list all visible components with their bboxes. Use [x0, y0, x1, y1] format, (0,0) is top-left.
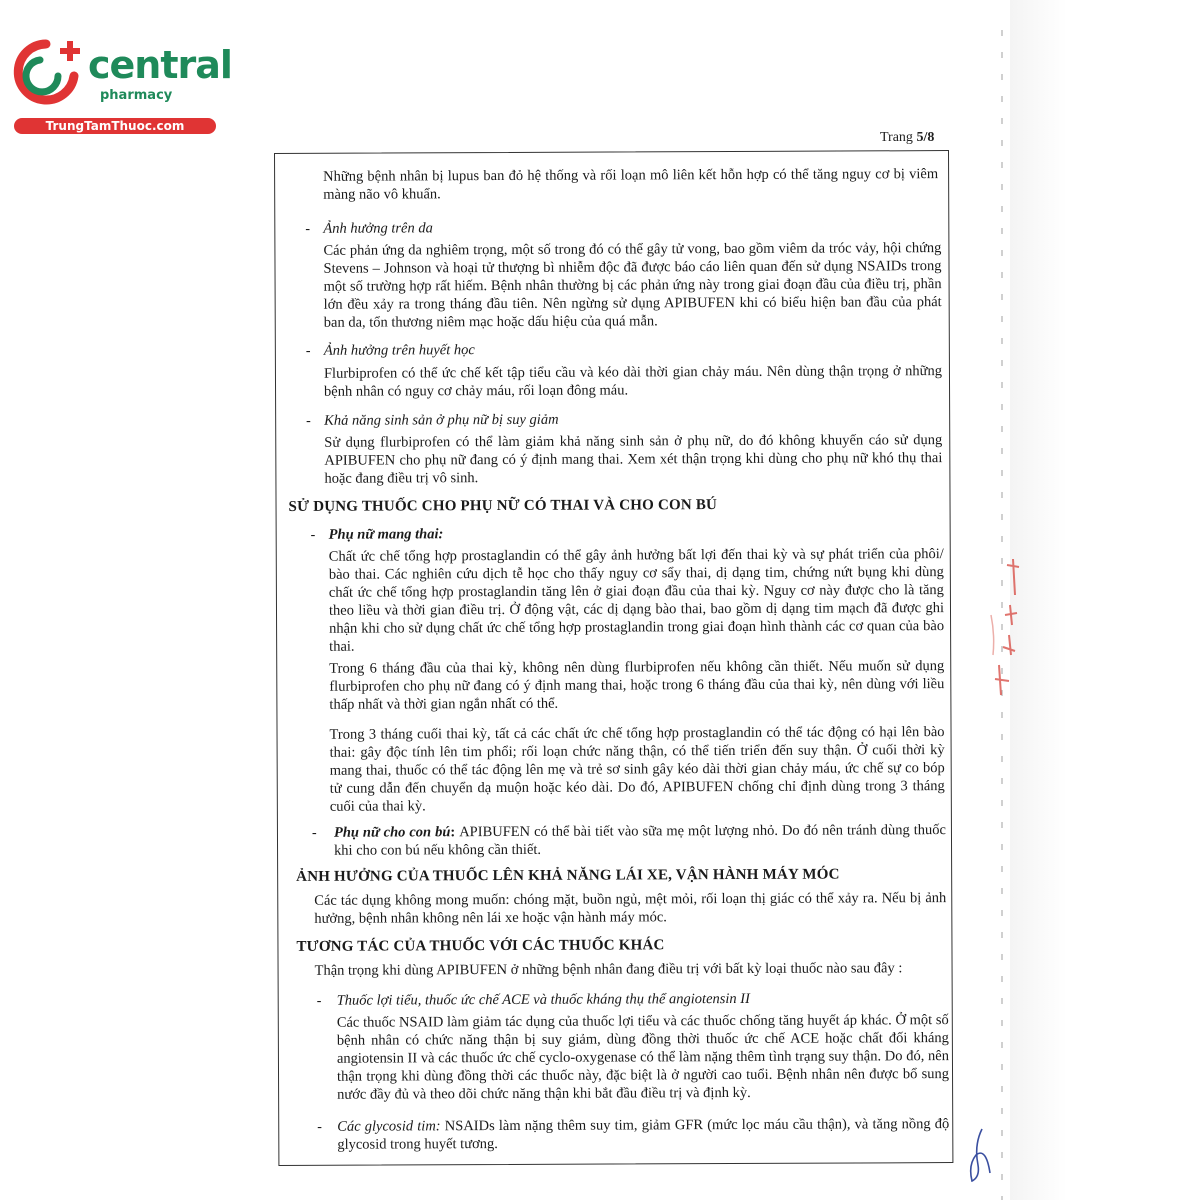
paragraph-fertility: Sử dụng flurbiprofen có thể làm giảm khả năng sinh sản ở phụ nữ, do đó không khuyến cáo sử dụng APIBUFEN cho phụ nữ đang có ý định mang thai. Xem xét thận trọng khi dùng cho phụ nữ khó thụ thai hoặc đang điều trị vô sinh.	[324, 432, 943, 487]
bullet-dash: -	[310, 527, 316, 543]
breastfeeding-text: APIBUFEN có thể bài tiết vào sữa mẹ một lượng nhỏ. Do đó nên tránh dùng thuốc khi cho con bú nếu không cần thiết.	[334, 822, 946, 859]
subheading-pregnant: Phụ nữ mang thai:	[328, 526, 444, 543]
paragraph-pregnant-2: Trong 6 tháng đầu của thai kỳ, không nên dùng flurbiprofen nếu không cần thiết. Nếu muốn sử dụng flurbiprofen cho phụ nữ đang có ý định mang thai, hoặc trong 6 tháng đầu của thai kỳ, nên dùng với liều thấp nhất và thời gian ngắn nhất có thể.	[329, 658, 945, 713]
scan-edge-shadow	[1010, 0, 1200, 1200]
paragraph-diuretics: Các thuốc NSAID làm giảm tác dụng của thuốc lợi tiểu và các thuốc chống tăng huyết áp khác. Ở một số bệnh nhân có chức năng thận bị suy giảm, dùng đồng thời thuốc ức chế ACE hoặc chất đối kháng angiotensin II và các thuốc ức chế cyclo-oxygenase có thể làm nặng thêm tình trạng suy thận. Do đó, nên thận trọng khi dùng đồng thời các thuốc này, đặc biệt là ở người cao tuổi. Bệnh nhân nên được bổ sung nước đầy đủ và theo dõi chức năng thận khi bắt đầu điều trị và định kỳ.	[336, 1012, 950, 1103]
subheading-diuretics: Thuốc lợi tiểu, thuốc ức chế ACE và thuốc kháng thụ thể angiotensin II	[336, 990, 750, 1009]
heading-interactions: TƯƠNG TÁC CỦA THUỐC VỚI CÁC THUỐC KHÁC	[296, 937, 665, 955]
page-value: 5/8	[916, 130, 935, 145]
logo-tagline: pharmacy	[100, 88, 173, 103]
bullet-dash: -	[316, 993, 322, 1009]
paragraph-pregnant-1: Chất ức chế tổng hợp prostaglandin có thể gây ảnh hưởng bất lợi đến thai kỳ và sự phát triển của phôi/ bào thai. Các nghiên cứu dịch tễ học cho thấy nguy cơ sẩy thai, dị dạng tim, chứng nứt bụng khi dùng chất ức chế tổng hợp prostaglandin tăng lên ở giai đoạn đầu của thai kỳ. Nguy cơ này được cho là tăng theo liều và thời gian điều trị. Ở động vật, các dị dạng bào thai, bao gồm dị dạng tim mạch đã được ghi nhận khi cho sử dụng chất ức chế tổng hợp prostaglandin trong giai đoạn hình thành các cơ quan của bào thai.	[328, 546, 945, 655]
subheading-glycoside: Các glycosid tim:	[337, 1118, 441, 1135]
glycoside-text: NSAIDs làm nặng thêm suy tim, giảm GFR (mức lọc máu cầu thận), và tăng nồng độ glycosid trong huyết tương.	[337, 1116, 950, 1153]
page-number	[880, 130, 934, 146]
logo-brand-name: central	[88, 43, 232, 87]
central-pharmacy-logo[interactable]	[8, 36, 232, 136]
page-label: Trang	[880, 130, 913, 145]
document-content-box	[274, 150, 953, 1166]
bullet-dash: -	[306, 413, 311, 429]
pharmacy-cross-icon	[10, 36, 88, 108]
red-stamp-mark	[985, 555, 1025, 705]
bullet-dash: -	[311, 825, 317, 841]
heading-pregnancy: SỬ DỤNG THUỐC CHO PHỤ NỮ CÓ THAI VÀ CHO CON BÚ	[288, 497, 718, 515]
logo-url[interactable]: TrungTamThuoc.com	[14, 118, 216, 134]
paragraph-breastfeeding: Phụ nữ cho con bú: APIBUFEN có thể bài tiết vào sữa mẹ một lượng nhỏ. Do đó nên tránh dùng thuốc khi cho con bú nếu không cần thiết.	[333, 822, 946, 859]
subheading-breastfeeding: Phụ nữ cho con bú	[333, 824, 451, 841]
paragraph-blood: Flurbiprofen có thể ức chế kết tập tiểu cầu và kéo dài thời gian chảy máu. Nên dùng thận trọng ở những bệnh nhân có nguy cơ chảy máu, rối loạn đông máu.	[323, 363, 942, 400]
paragraph-lupus: Những bệnh nhân bị lupus ban đỏ hệ thống và rối loạn mô liên kết hỗn hợp có thể tăng nguy cơ bị viêm màng não vô khuẩn.	[323, 166, 939, 203]
paragraph-driving: Các tác dụng không mong muốn: chóng mặt, buồn ngủ, mệt mỏi, rối loạn thị giác có thể xảy ra. Nếu bị ảnh hưởng, bệnh nhân không nên lái xe hoặc vận hành máy móc.	[314, 890, 947, 927]
bullet-dash: -	[305, 343, 311, 359]
subheading-fertility: Khả năng sinh sản ở phụ nữ bị suy giảm	[324, 411, 559, 429]
bullet-dash: -	[317, 1119, 322, 1135]
subheading-skin: Ảnh hưởng trên da	[323, 220, 433, 237]
subheading-blood: Ảnh hưởng trên huyết học	[323, 342, 475, 359]
paragraph-interactions: Thận trọng khi dùng APIBUFEN ở những bệnh nhân đang điều trị với bất kỳ loại thuốc nào sau đây :	[314, 960, 903, 979]
paragraph-skin: Các phản ứng da nghiêm trọng, một số trong đó có thể gây tử vong, bao gồm viêm da tróc vảy, hội chứng Stevens – Johnson và hoại tử thượng bì nhiễm độc đã được báo cáo liên quan đến sử dụng NSAIDs trong một số trường hợp rất hiếm. Bệnh nhân thường bị các phản ứng này trong giai đoạn đầu của điều trị, phần lớn đều xảy ra trong tháng đầu tiên. Nên ngừng sử dụng APIBUFEN khi có biểu hiện ban đầu của phát ban da, tổn thương niêm mạc hoặc dấu hiệu của quá mẫn.	[323, 240, 942, 331]
paragraph-glycoside	[337, 1115, 949, 1154]
paragraph-pregnant-3: Trong 3 tháng cuối thai kỳ, tất cả các chất ức chế tổng hợp prostaglandin có thể tác động có hại lên bào thai: gây độc tính lên tim phổi; rối loạn chức năng thận, có thể tiến triển đến suy thận. Ở cuối thời kỳ mang thai, thuốc có thể tác động lên mẹ và trẻ sơ sinh gây kéo dài thời gian chảy máu, ức chế sự co bóp tử cung dẫn đến chuyển dạ muộn hoặc kéo dài. Do đó, APIBUFEN chống chỉ định dùng trong 3 tháng cuối của thai kỳ.	[329, 724, 945, 815]
heading-driving: ẢNH HƯỞNG CỦA THUỐC LÊN KHẢ NĂNG LÁI XE, VẬN HÀNH MÁY MÓC	[296, 866, 840, 885]
bullet-dash: -	[305, 221, 311, 237]
signature-mark	[960, 1125, 1000, 1185]
